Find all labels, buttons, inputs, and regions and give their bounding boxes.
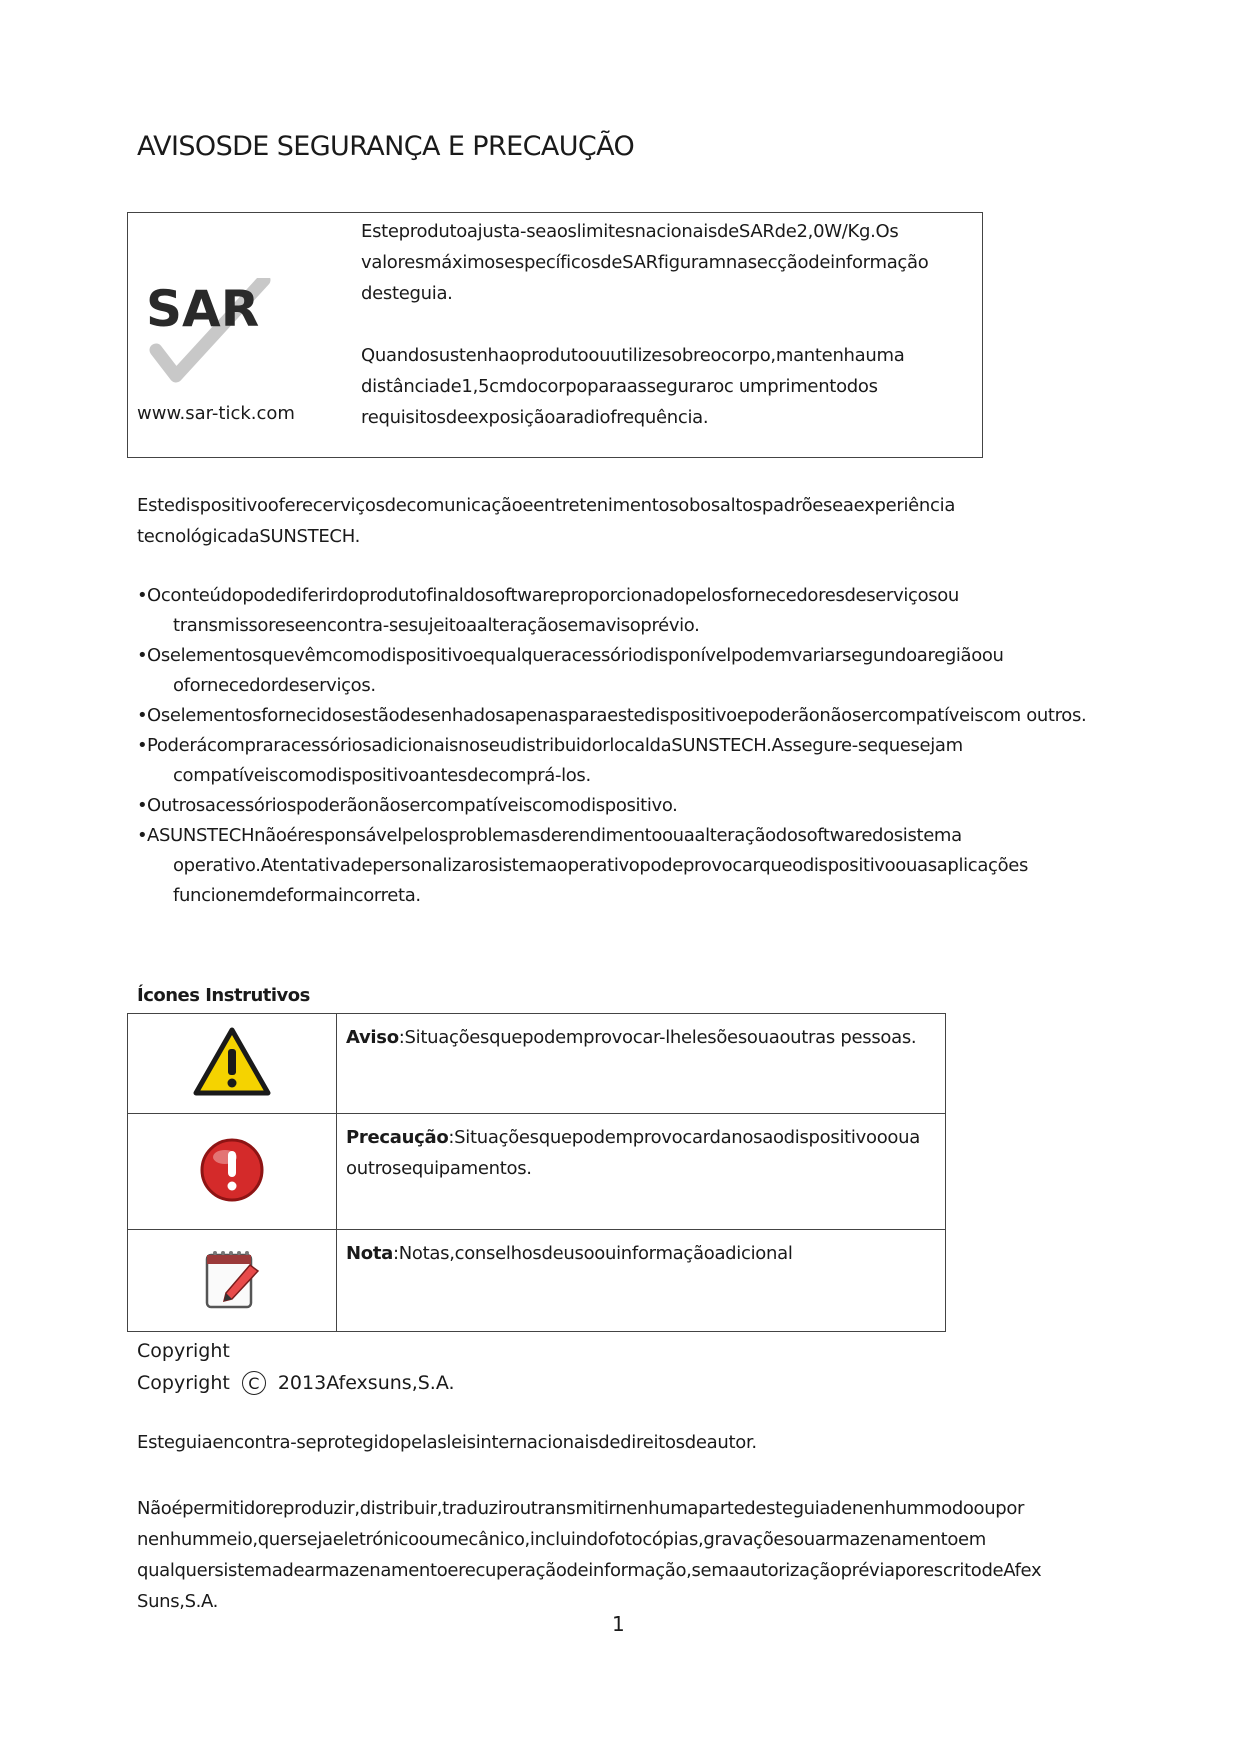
sar-logo — [146, 278, 276, 383]
list-item: •Oselementosfornecidosestãodesenhadosapenasparaestedispositivoepoderãonãosercompatíveiscom outros. — [137, 701, 1087, 731]
table-row — [128, 1114, 946, 1230]
bullet-dot: • — [137, 585, 148, 606]
copyright-symbol-icon: C — [242, 1371, 266, 1395]
bullet-dot: • — [137, 705, 148, 726]
copyright-line — [137, 1371, 455, 1395]
table-row — [128, 1014, 946, 1114]
copyright-paragraph-2: Nãoépermitidoreproduzir,distribuir,traduziroutransmitirnenhumapartedesteguiadenenhummodooupor nenhummeio,quersejaeletrónicooumecânico,incluindofotocópias,gravaçõesouarmazenamentoem qualquersistemadearmazenamentoerecuperaçãodeinformação,semaautorizaçãopréviaporescritodeAfex Suns,S.A. — [137, 1498, 1042, 1612]
notepad-pencil-icon — [202, 1247, 262, 1311]
sar-paragraph-1: Esteprodutoajusta-seaoslimitesnacionaisdeSARde2,0W/Kg.Os valoresmáximosespecíficosdeSARfiguramnasecçãodeinformação desteguia. — [361, 221, 929, 304]
copyright-paragraph-1: Esteguiaencontra-seprotegidopelasleisinternacionaisdedireitosdeautor. — [137, 1432, 757, 1453]
icons-heading: Ícones Instrutivos — [137, 985, 310, 1006]
sar-text — [361, 216, 971, 433]
icons-table — [127, 1013, 946, 1332]
bullet-dot: • — [137, 735, 148, 756]
table-row — [128, 1230, 946, 1332]
bullet-dot: • — [137, 825, 148, 846]
warning-description: Aviso:Situaçõesquepodemprovocar-lhelesõesouaoutras pessoas. — [337, 1014, 946, 1114]
warning-triangle-icon — [193, 1027, 271, 1097]
list-item: •ASUNSTECHnãoéresponsávelpelosproblemasderendimentoouaalteraçãodosoftwaredosistema operativo.Atentativadepersonalizarosistemaoperativopodeprovocarqueodispositivoouasaplicações funcionemdeformaincorreta. — [137, 821, 1087, 911]
bullet-dot: • — [137, 795, 148, 816]
sar-paragraph-2: Quandosustenhaoprodutoouutilizesobreocorpo,mantenhauma distânciade1,5cmdocorpoparaasseguraroc umprimentodos requisitosdeexposiçãoaradiofrequência. — [361, 345, 905, 428]
copyright-heading: Copyright — [137, 1340, 230, 1362]
bullet-list — [137, 581, 1087, 911]
sar-url: www.sar-tick.com — [137, 403, 295, 424]
list-item: •PoderácompraracessóriosadicionaisnoseudistribuidorlocaldaSUNSTECH.Assegure-sequesejam compatíveiscomodispositivoantesdecomprá-los. — [137, 731, 1087, 791]
caution-exclamation-icon — [199, 1137, 265, 1203]
list-item: •Outrosacessóriospoderãonãosercompatíveiscomodispositivo. — [137, 791, 1087, 821]
copyright-word: Copyright — [137, 1372, 230, 1394]
copyright-holder: 2013Afexsuns,S.A. — [277, 1372, 455, 1394]
bullet-dot: • — [137, 645, 148, 666]
caution-description: Precaução:Situaçõesquepodemprovocardanosaodispositivoooua outrosequipamentos. — [337, 1114, 946, 1230]
list-item: •Oselementosquevêmcomodispositivoequalqueracessóriodisponívelpodemvariarsegundoaregiãoou ofornecedordeserviços. — [137, 641, 1087, 701]
page-number: 1 — [612, 1612, 625, 1636]
list-item: •Oconteúdopodediferirdoprodutofinaldosoftwareproporcionadopelosfornecedoresdeserviçosou transmissoreseencontra-sesujeitoaalteraçãosemavisoprévio. — [137, 581, 1087, 641]
intro-paragraph: Estedispositivooferecerviçosdecomunicaçãoeentretenimentosobosaltospadrõeseaexperiência tecnológicadaSUNSTECH. — [137, 495, 956, 547]
page-title: AVISOSDE SEGURANÇA E PRECAUÇÃO — [137, 131, 635, 162]
note-description: Nota:Notas,conselhosdeusoouinformaçãoadicional — [337, 1230, 946, 1332]
sar-logo-text: SAR — [146, 280, 260, 338]
